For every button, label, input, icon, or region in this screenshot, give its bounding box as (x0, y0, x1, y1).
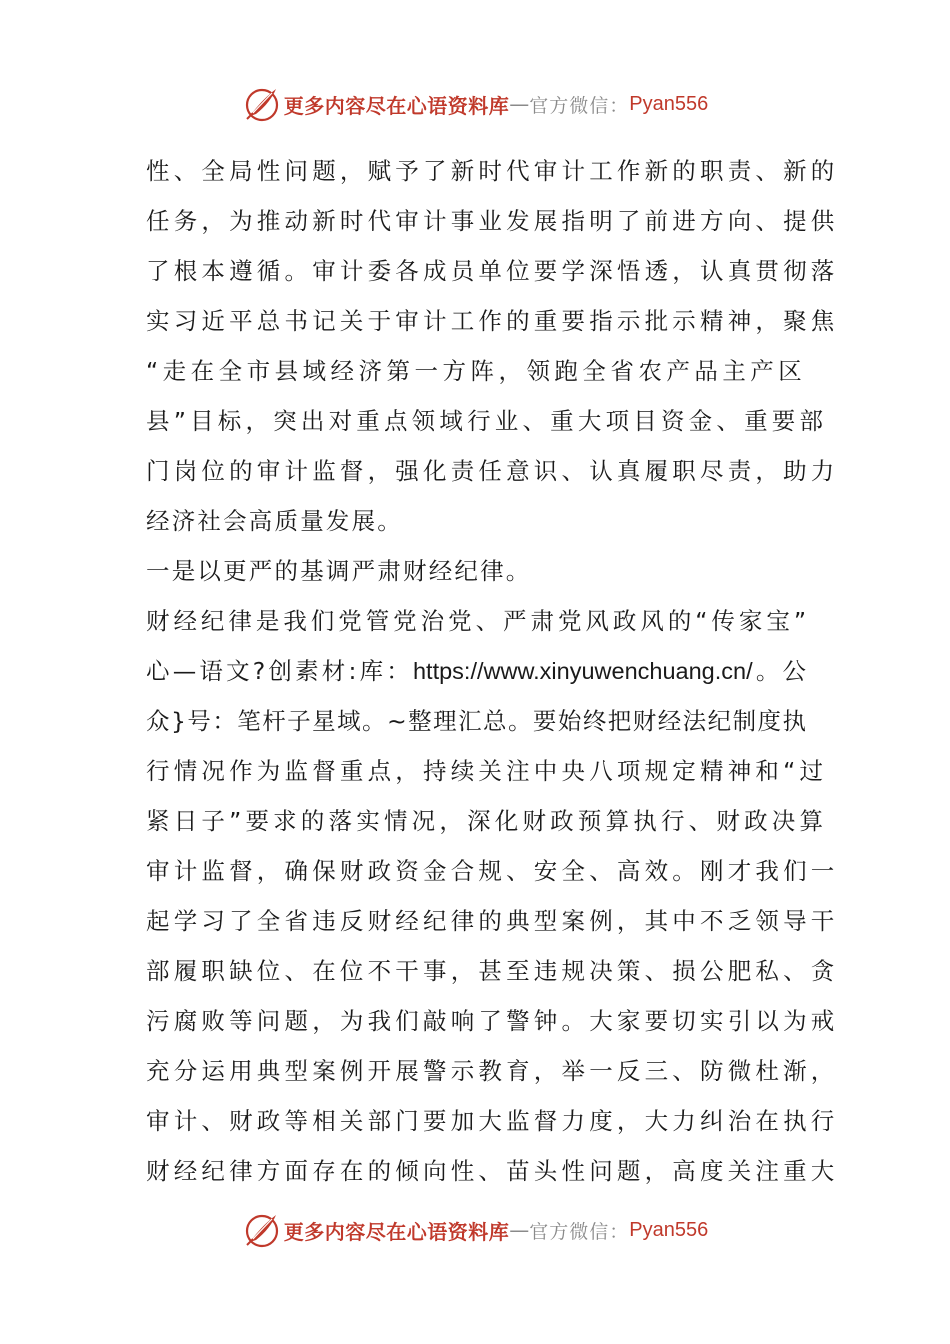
body-line-6: 县”目标，突出对重点领域行业、重大项目资金、重要部 (146, 407, 828, 435)
body-line-18: 污腐败等问题，为我们敲响了警钟。大家要切实引以为戒 (146, 1007, 839, 1035)
body-line-8: 经济社会高质量发展。 (146, 507, 403, 535)
wechat-id: Pyan556 (629, 92, 709, 115)
quill-logo-icon (242, 84, 282, 124)
watermark-prefix: 心—语文?创素材:库： (146, 657, 413, 685)
body-line-16: 起学习了全省违反财经纪律的典型案例，其中不乏领导干 (146, 907, 839, 935)
body-line-17: 部履职缺位、在位不干事，甚至违规决策、损公肥私、贪 (146, 957, 839, 985)
header-banner (0, 82, 950, 126)
body-line-7: 门岗位的审计监督，强化责任意识、认真履职尽责，助力 (146, 457, 839, 485)
body-line-21: 财经纪律方面存在的倾向性、苗头性问题，高度关注重大 (146, 1157, 839, 1185)
body-line-13: 行情况作为监督重点，持续关注中央八项规定精神和“过 (146, 757, 828, 785)
wechat-id: Pyan556 (629, 1218, 709, 1241)
body-line-3: 了根本遵循。审计委各成员单位要学深悟透，认真贯彻落 (146, 257, 839, 285)
quill-logo-icon (242, 1210, 282, 1250)
body-line-10: 财经纪律是我们党管党治党、严肃党风政风的“传家宝” (146, 607, 806, 635)
footer-banner (0, 1208, 950, 1252)
wechat-label: 官方微信： (529, 94, 630, 117)
body-line-5: “走在全市县域经济第一方阵，领跑全省农产品主产区 (146, 357, 806, 385)
body-line-15: 审计监督，确保财政资金合规、安全、高效。刚才我们一 (146, 857, 839, 885)
body-line-12: 众}号：笔杆子星域。~整理汇总。要始终把财经法纪制度执 (146, 707, 806, 735)
body-line-14: 紧日子”要求的落实情况，深化财政预算执行、财政决算 (146, 807, 828, 835)
site-name: 更多内容尽在心语资料库 (283, 1219, 510, 1244)
watermark-url: https://www.xinyuwenchuang.cn/ (412, 658, 753, 684)
body-line-11 (146, 646, 806, 696)
body-line-2: 任务，为推动新时代审计事业发展指明了前进方向、提供 (146, 207, 839, 235)
site-name: 更多内容尽在心语资料库 (283, 93, 510, 118)
body-line-4: 实习近平总书记关于审计工作的重要指示批示精神，聚焦 (146, 307, 839, 335)
body-line-20: 审计、财政等相关部门要加大监督力度，大力纠治在执行 (146, 1107, 839, 1135)
body-line-19: 充分运用典型案例开展警示教育，举一反三、防微杜渐， (146, 1057, 839, 1085)
wechat-label: 官方微信： (529, 1220, 630, 1243)
document-body (146, 146, 839, 1196)
section-heading: 一是以更严的基调严肃财经纪律。 (146, 557, 532, 585)
body-line-1: 性、全局性问题，赋予了新时代审计工作新的职责、新的 (146, 157, 839, 185)
watermark-suffix: 。公 (752, 657, 807, 685)
banner-dash: — (509, 1218, 530, 1242)
banner-dash: — (509, 92, 530, 116)
